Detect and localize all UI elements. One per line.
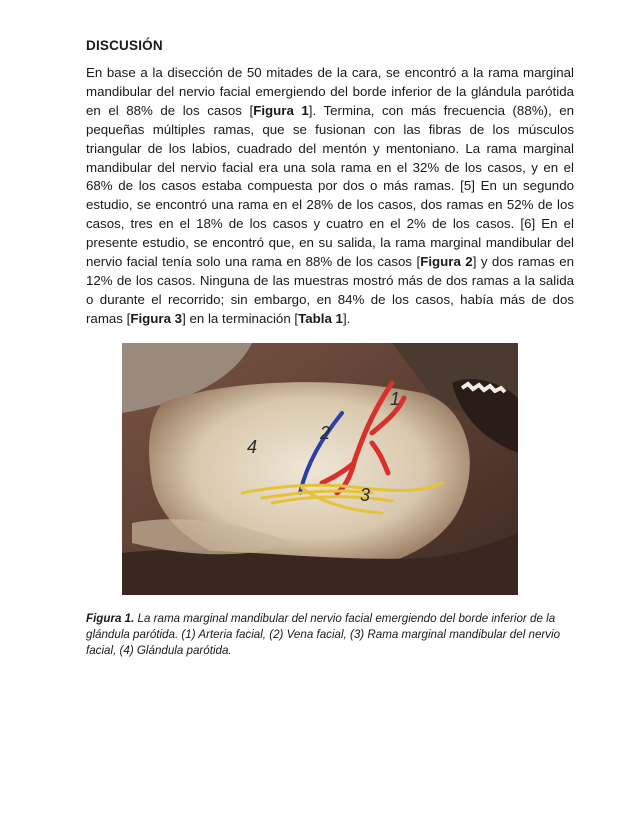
paragraph-run: ]. Termina, con más frecuencia (88%), en pequeñas múltiples ramas, que se fusionan con las fibras de los músculos triangular de los labios, cuadrado del mentón y mentoniano. La rama marginal mandibular del nervio facial era una sola rama en el 32% de los casos, y en el 68% de los casos estaba compuesta por dos o más ramas. [5] En un segundo estudio, se encontró una rama en el 28% de los casos, dos ramas en 52% de los casos, tres en el 18% de los casos y cuatro en el 2% de los casos. [6] En el presente estudio, se encontró que, en su salida, la rama marginal mandibular del nervio facial tenía solo una rama en 88% de los casos [ [86,102,574,270]
paragraph-run: ] y dos ramas en 12% de los casos. Ninguna de las muestras mostró más de dos ramas a la salida o durante el recorrido; sin embargo, en 84% de los casos, había más de dos ramas [ [86,254,574,326]
document-page [86,38,574,329]
caption-label: Figura 1. [86,612,135,625]
table-1-reference: Tabla 1 [298,310,343,326]
section-heading: DISCUSIÓN [86,38,163,53]
figure-caption [86,611,574,659]
dissection-photo [122,343,518,595]
paragraph-run: ] en la terminación [ [182,310,299,326]
paragraph-run: ]. [342,310,351,326]
dissection-illustration [122,343,518,595]
discussion-paragraph [86,64,574,329]
figure-1-reference: Figura 1 [253,102,309,118]
figure-label-1: 1 [390,389,401,409]
paragraph-run: En base a la disección de 50 mitades de la cara, se encontró a la rama marginal mandibular del nervio facial emergiendo del borde inferior de la glándula parótida en el 88% de los casos [ [86,65,574,118]
caption-text: La rama marginal mandibular del nervio facial emergiendo del borde inferior de la glándula parótida. (1) Arteria facial, (2) Vena facial, (3) Rama marginal mandibular del nervio facial, (4) Glándula parótida. [86,612,561,657]
figure-label-3: 3 [360,485,371,505]
figure-label-4: 4 [247,437,258,457]
figure-label-2: 2 [320,423,331,443]
figure-3-reference: Figura 3 [130,310,183,326]
figure-2-reference: Figura 2 [420,254,473,270]
